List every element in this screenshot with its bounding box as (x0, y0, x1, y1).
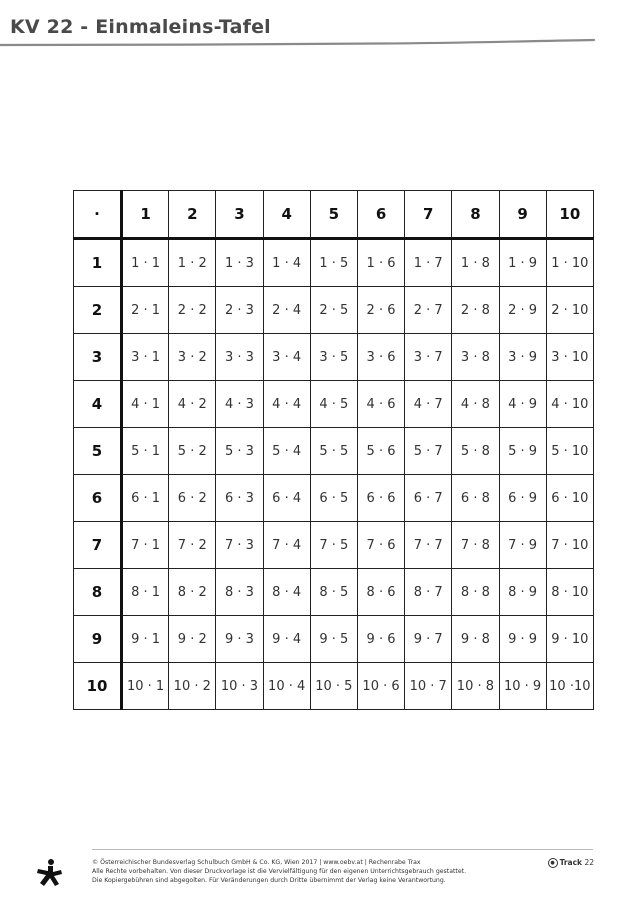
product-cell: 6 · 8 (452, 475, 499, 522)
product-cell: 2 · 9 (499, 287, 546, 334)
legal-line: Die Kopiergebühren sind abgegolten. Für Veränderungen durch Dritte übernimmt der Verlag keine Verantwortung. (92, 877, 446, 884)
product-cell: 1 · 5 (310, 239, 357, 287)
column-header: 5 (310, 191, 357, 239)
table-row (74, 569, 594, 616)
product-cell: 9 · 8 (452, 616, 499, 663)
legal-notice (92, 858, 522, 885)
product-cell: 9 · 3 (216, 616, 263, 663)
product-cell: 10 · 2 (169, 663, 216, 710)
product-cell: 5 · 2 (169, 428, 216, 475)
product-cell: 8 · 4 (263, 569, 310, 616)
product-cell: 9 · 9 (499, 616, 546, 663)
product-cell: 10 · 4 (263, 663, 310, 710)
product-cell: 1 · 9 (499, 239, 546, 287)
table-row (74, 663, 594, 710)
product-cell: 5 · 8 (452, 428, 499, 475)
product-cell: 6 · 4 (263, 475, 310, 522)
product-cell: 6 · 3 (216, 475, 263, 522)
product-cell: 6 · 9 (499, 475, 546, 522)
product-cell: 4 · 6 (357, 381, 404, 428)
product-cell: 6 · 2 (169, 475, 216, 522)
product-cell: 3 · 9 (499, 334, 546, 381)
product-cell: 2 · 6 (357, 287, 404, 334)
product-cell: 8 · 1 (122, 569, 169, 616)
product-cell: 3 · 4 (263, 334, 310, 381)
row-header: 5 (74, 428, 122, 475)
product-cell: 4 · 7 (405, 381, 452, 428)
product-cell: 10 · 5 (310, 663, 357, 710)
product-cell: 9 · 7 (405, 616, 452, 663)
product-cell: 4 · 1 (122, 381, 169, 428)
row-header: 8 (74, 569, 122, 616)
product-cell: 2 · 4 (263, 287, 310, 334)
column-header: 3 (216, 191, 263, 239)
product-cell: 5 · 6 (357, 428, 404, 475)
product-cell: 1 · 3 (216, 239, 263, 287)
table-row (74, 287, 594, 334)
column-header: 7 (405, 191, 452, 239)
product-cell: 5 · 5 (310, 428, 357, 475)
product-cell: 8 · 10 (546, 569, 593, 616)
product-cell: 2 · 7 (405, 287, 452, 334)
table-row (74, 522, 594, 569)
track-label: Track (559, 858, 583, 867)
product-cell: 8 · 8 (452, 569, 499, 616)
product-cell: 3 · 1 (122, 334, 169, 381)
row-header: 4 (74, 381, 122, 428)
product-cell: 2 · 3 (216, 287, 263, 334)
product-cell: 3 · 6 (357, 334, 404, 381)
product-cell: 7 · 1 (122, 522, 169, 569)
product-cell: 6 · 7 (405, 475, 452, 522)
column-header: 4 (263, 191, 310, 239)
track-circle-icon: ● (548, 858, 558, 868)
product-cell: 5 · 7 (405, 428, 452, 475)
product-cell: 5 · 10 (546, 428, 593, 475)
table-row (74, 428, 594, 475)
product-cell: 5 · 9 (499, 428, 546, 475)
row-header: 7 (74, 522, 122, 569)
column-header: 8 (452, 191, 499, 239)
product-cell: 3 · 3 (216, 334, 263, 381)
product-cell: 4 · 9 (499, 381, 546, 428)
table-row (74, 334, 594, 381)
product-cell: 6 · 10 (546, 475, 593, 522)
row-header: 9 (74, 616, 122, 663)
product-cell: 6 · 1 (122, 475, 169, 522)
column-header: 1 (122, 191, 169, 239)
product-cell: 2 · 1 (122, 287, 169, 334)
product-cell: 7 · 10 (546, 522, 593, 569)
product-cell: 4 · 2 (169, 381, 216, 428)
product-cell: 4 · 4 (263, 381, 310, 428)
product-cell: 10 · 8 (452, 663, 499, 710)
product-cell: 10 · 3 (216, 663, 263, 710)
product-cell: 7 · 4 (263, 522, 310, 569)
product-cell: 1 · 4 (263, 239, 310, 287)
column-header: 10 (546, 191, 593, 239)
track-badge (548, 858, 594, 868)
product-cell: 3 · 2 (169, 334, 216, 381)
table-header-row (74, 191, 594, 239)
product-cell: 9 · 10 (546, 616, 593, 663)
product-cell: 8 · 9 (499, 569, 546, 616)
asterisk-figure-icon (34, 858, 64, 888)
column-header: 2 (169, 191, 216, 239)
product-cell: 5 · 1 (122, 428, 169, 475)
product-cell: 5 · 4 (263, 428, 310, 475)
legal-line: © Österreichischer Bundesverlag Schulbuch GmbH & Co. KG, Wien 2017 | www.oebv.at | Rechenrabe Trax (92, 859, 421, 866)
product-cell: 1 · 7 (405, 239, 452, 287)
product-cell: 1 · 2 (169, 239, 216, 287)
product-cell: 3 · 5 (310, 334, 357, 381)
product-cell: 2 · 10 (546, 287, 593, 334)
product-cell: 7 · 2 (169, 522, 216, 569)
page-header (0, 0, 640, 60)
product-cell: 1 · 1 (122, 239, 169, 287)
product-cell: 10 · 7 (405, 663, 452, 710)
product-cell: 1 · 6 (357, 239, 404, 287)
corner-cell: · (74, 191, 122, 239)
product-cell: 2 · 5 (310, 287, 357, 334)
product-cell: 2 · 8 (452, 287, 499, 334)
table-row (74, 239, 594, 287)
legal-line: Alle Rechte vorbehalten. Von dieser Druckvorlage ist die Vervielfältigung für den eigenen Unterrichtsgebrauch gestattet. (92, 868, 467, 875)
row-header: 1 (74, 239, 122, 287)
product-cell: 9 · 4 (263, 616, 310, 663)
product-cell: 4 · 10 (546, 381, 593, 428)
row-header: 10 (74, 663, 122, 710)
product-cell: 8 · 3 (216, 569, 263, 616)
product-cell: 8 · 5 (310, 569, 357, 616)
page-title: KV 22 - Einmaleins-Tafel (10, 16, 271, 38)
product-cell: 7 · 9 (499, 522, 546, 569)
product-cell: 6 · 5 (310, 475, 357, 522)
row-header: 3 (74, 334, 122, 381)
product-cell: 8 · 7 (405, 569, 452, 616)
table-row (74, 616, 594, 663)
product-cell: 9 · 5 (310, 616, 357, 663)
product-cell: 1 · 8 (452, 239, 499, 287)
product-cell: 7 · 6 (357, 522, 404, 569)
product-cell: 7 · 8 (452, 522, 499, 569)
product-cell: 1 · 10 (546, 239, 593, 287)
footer-divider (92, 849, 593, 850)
multiplication-table (73, 190, 594, 710)
track-number: 22 (584, 858, 594, 867)
product-cell: 10 · 6 (357, 663, 404, 710)
product-cell: 5 · 3 (216, 428, 263, 475)
product-cell: 10 ·10 (546, 663, 593, 710)
product-cell: 8 · 6 (357, 569, 404, 616)
product-cell: 7 · 5 (310, 522, 357, 569)
product-cell: 7 · 3 (216, 522, 263, 569)
row-header: 2 (74, 287, 122, 334)
product-cell: 2 · 2 (169, 287, 216, 334)
product-cell: 3 · 7 (405, 334, 452, 381)
product-cell: 9 · 1 (122, 616, 169, 663)
product-cell: 7 · 7 (405, 522, 452, 569)
table-body (74, 239, 594, 710)
column-header: 6 (357, 191, 404, 239)
table-row (74, 475, 594, 522)
header-underline (0, 36, 640, 50)
product-cell: 9 · 2 (169, 616, 216, 663)
product-cell: 3 · 8 (452, 334, 499, 381)
product-cell: 8 · 2 (169, 569, 216, 616)
product-cell: 10 · 9 (499, 663, 546, 710)
product-cell: 9 · 6 (357, 616, 404, 663)
product-cell: 4 · 3 (216, 381, 263, 428)
product-cell: 4 · 8 (452, 381, 499, 428)
product-cell: 6 · 6 (357, 475, 404, 522)
product-cell: 4 · 5 (310, 381, 357, 428)
product-cell: 10 · 1 (122, 663, 169, 710)
row-header: 6 (74, 475, 122, 522)
product-cell: 3 · 10 (546, 334, 593, 381)
column-header: 9 (499, 191, 546, 239)
table-row (74, 381, 594, 428)
